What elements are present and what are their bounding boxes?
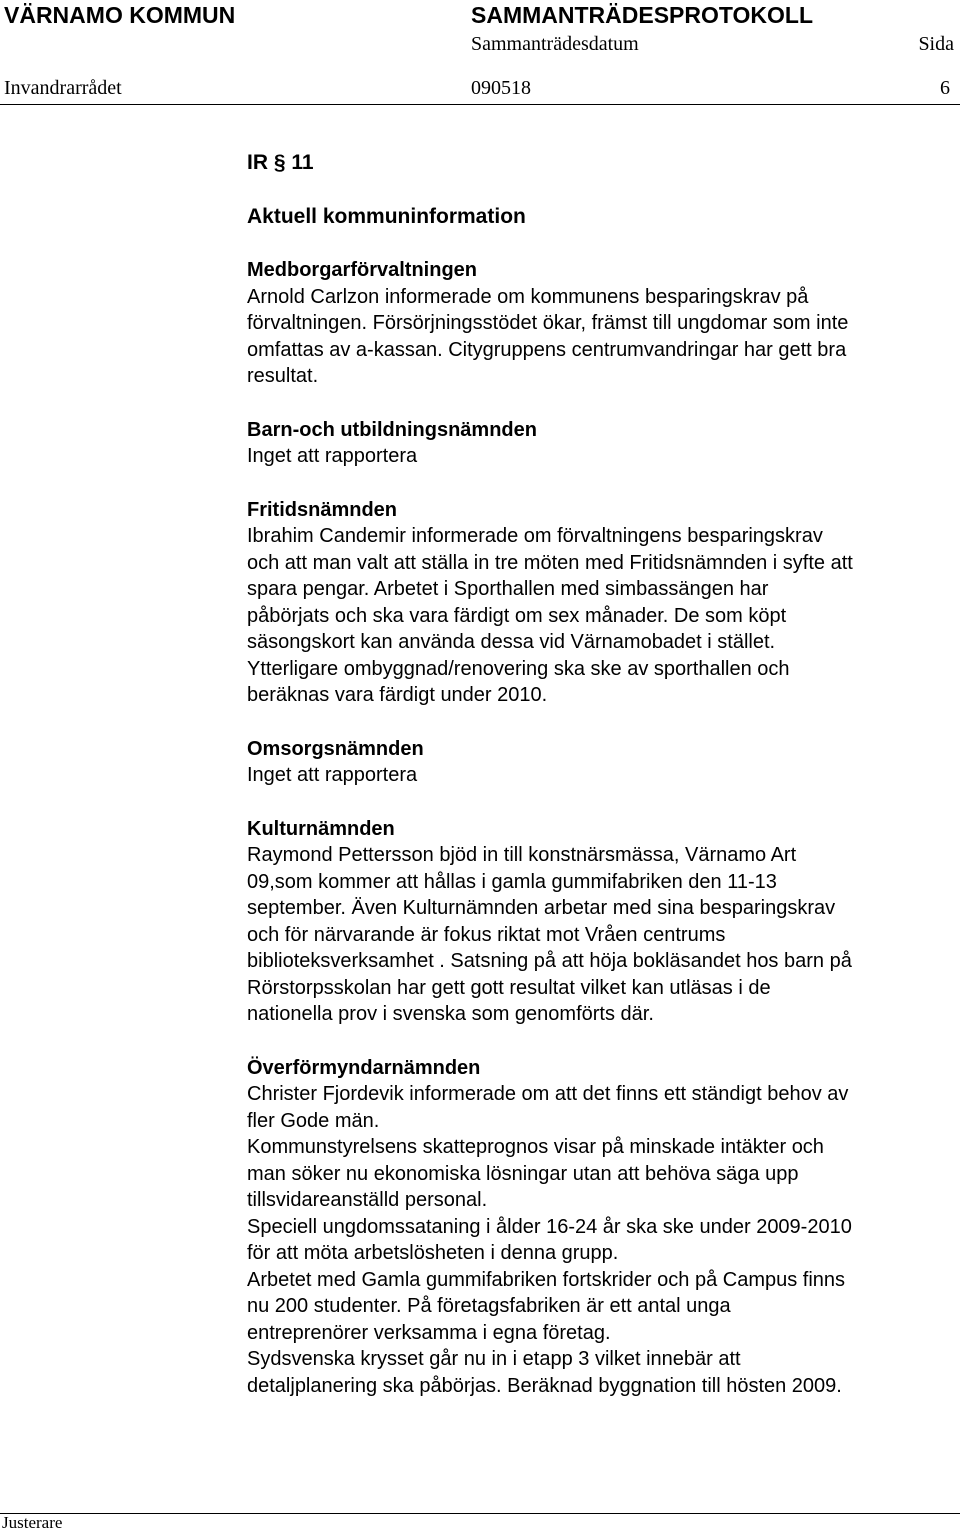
- section-text-line: omfattas av a-kassan. Citygruppens centrumvandringar har gett bra: [247, 338, 847, 361]
- footer-divider: [0, 1513, 960, 1514]
- section-text-line: Raymond Pettersson bjöd in till konstnärsmässa, Värnamo Art: [247, 844, 797, 866]
- section-text-line: Arbetet med Gamla gummifabriken fortskrider och på Campus finns: [247, 1268, 846, 1291]
- section-text-line: påbörjats och ska vara färdigt om sex månader. De som köpt: [247, 604, 787, 627]
- section-text-line: Ytterligare ombyggnad/renovering ska ske av sporthallen och: [247, 657, 790, 680]
- section-text-line: Ibrahim Candemir informerade om förvaltningens besparingskrav: [247, 525, 823, 547]
- section-text-line: Inget att rapportera: [247, 445, 418, 467]
- paragraph-number: IR § 11: [247, 151, 314, 174]
- section-text-line: man söker nu ekonomiska lösningar utan att behöva säga upp: [247, 1162, 799, 1185]
- section: [247, 257, 960, 390]
- section-text-line: 09,som kommer att hållas i gamla gummifabriken den 11-13: [247, 870, 777, 893]
- section-heading: Överförmyndarnämnden: [247, 1056, 481, 1079]
- section-text-line: resultat.: [247, 365, 319, 387]
- committee-name: Invandrarrådet: [4, 77, 122, 99]
- section-text-line: Rörstorpsskolan har gett gott resultat vilket kan utläsas i de: [247, 976, 771, 999]
- section-text-line: tillsvidareanställd personal.: [247, 1189, 488, 1211]
- document-body: [247, 150, 960, 1426]
- section: [247, 816, 960, 1028]
- section: [247, 736, 960, 789]
- section-heading: Omsorgsnämnden: [247, 737, 424, 760]
- page-label: Sida: [918, 33, 954, 55]
- section-text-line: biblioteksverksamhet . Satsning på att höja bokläsandet hos barn på: [247, 950, 852, 972]
- section-text-line: september. Även Kulturnämnden arbetar med sina besparingskrav: [247, 897, 836, 919]
- section-text-line: Christer Fjordevik informerade om att det finns ett ständigt behov av: [247, 1083, 849, 1105]
- sections-container: [247, 257, 960, 1399]
- section-text-line: nationella prov i svenska som genomförts där.: [247, 1003, 654, 1025]
- section-text-line: detaljplanering ska påbörjas. Beräknad byggnation till hösten 2009.: [247, 1374, 842, 1397]
- section-text-line: säsongskort kan använda dessa vid Värnamobadet i stället.: [247, 631, 776, 653]
- signer-label: Justerare: [2, 1513, 63, 1532]
- section-heading: Kulturnämnden: [247, 817, 395, 840]
- section-text-line: Speciell ungdomssataning i ålder 16-24 år ska ske under 2009-2010: [247, 1215, 852, 1238]
- municipality-name: VÄRNAMO KOMMUN: [4, 2, 236, 28]
- section: [247, 417, 960, 470]
- section-text-line: Inget att rapportera: [247, 764, 418, 786]
- section: [247, 497, 960, 709]
- section-text-line: fler Gode män.: [247, 1109, 380, 1132]
- section-text-line: Sydsvenska krysset går nu in i etapp 3 vilket innebär att: [247, 1348, 741, 1370]
- paragraph-title: Aktuell kommuninformation: [247, 204, 526, 228]
- header-divider: [0, 104, 960, 105]
- section-text-line: Kommunstyrelsens skatteprognos visar på minskade intäkter och: [247, 1136, 824, 1158]
- section-heading: Fritidsnämnden: [247, 498, 398, 521]
- section-text-line: beräknas vara färdigt under 2010.: [247, 684, 548, 706]
- section-text-line: Arnold Carlzon informerade om kommunens besparingskrav på: [247, 285, 809, 308]
- section-text-line: för att möta arbetslösheten i denna grupp.: [247, 1242, 619, 1264]
- meeting-date: 090518: [471, 77, 531, 99]
- date-label: Sammanträdesdatum: [471, 33, 639, 55]
- section-heading: Barn-och utbildningsnämnden: [247, 418, 537, 441]
- section-text-line: spara pengar. Arbetet i Sporthallen med simbassängen har: [247, 578, 769, 600]
- section-heading: Medborgarförvaltningen: [247, 259, 478, 281]
- section-text-line: och att man valt att ställa in tre möten med Fritidsnämnden i syfte att: [247, 551, 853, 574]
- page-number: 6: [940, 77, 950, 99]
- section-text-line: förvaltningen. Försörjningsstödet ökar, främst till ungdomar som inte: [247, 312, 849, 334]
- section-text-line: nu 200 studenter. På företagsfabriken är ett antal unga: [247, 1295, 731, 1317]
- section: [247, 1055, 960, 1400]
- section-text-line: och för närvarande är fokus riktat mot Vråen centrums: [247, 923, 726, 946]
- protocol-title: SAMMANTRÄDESPROTOKOLL: [471, 2, 814, 28]
- section-text-line: entreprenörer verksamma i egna företag.: [247, 1321, 611, 1344]
